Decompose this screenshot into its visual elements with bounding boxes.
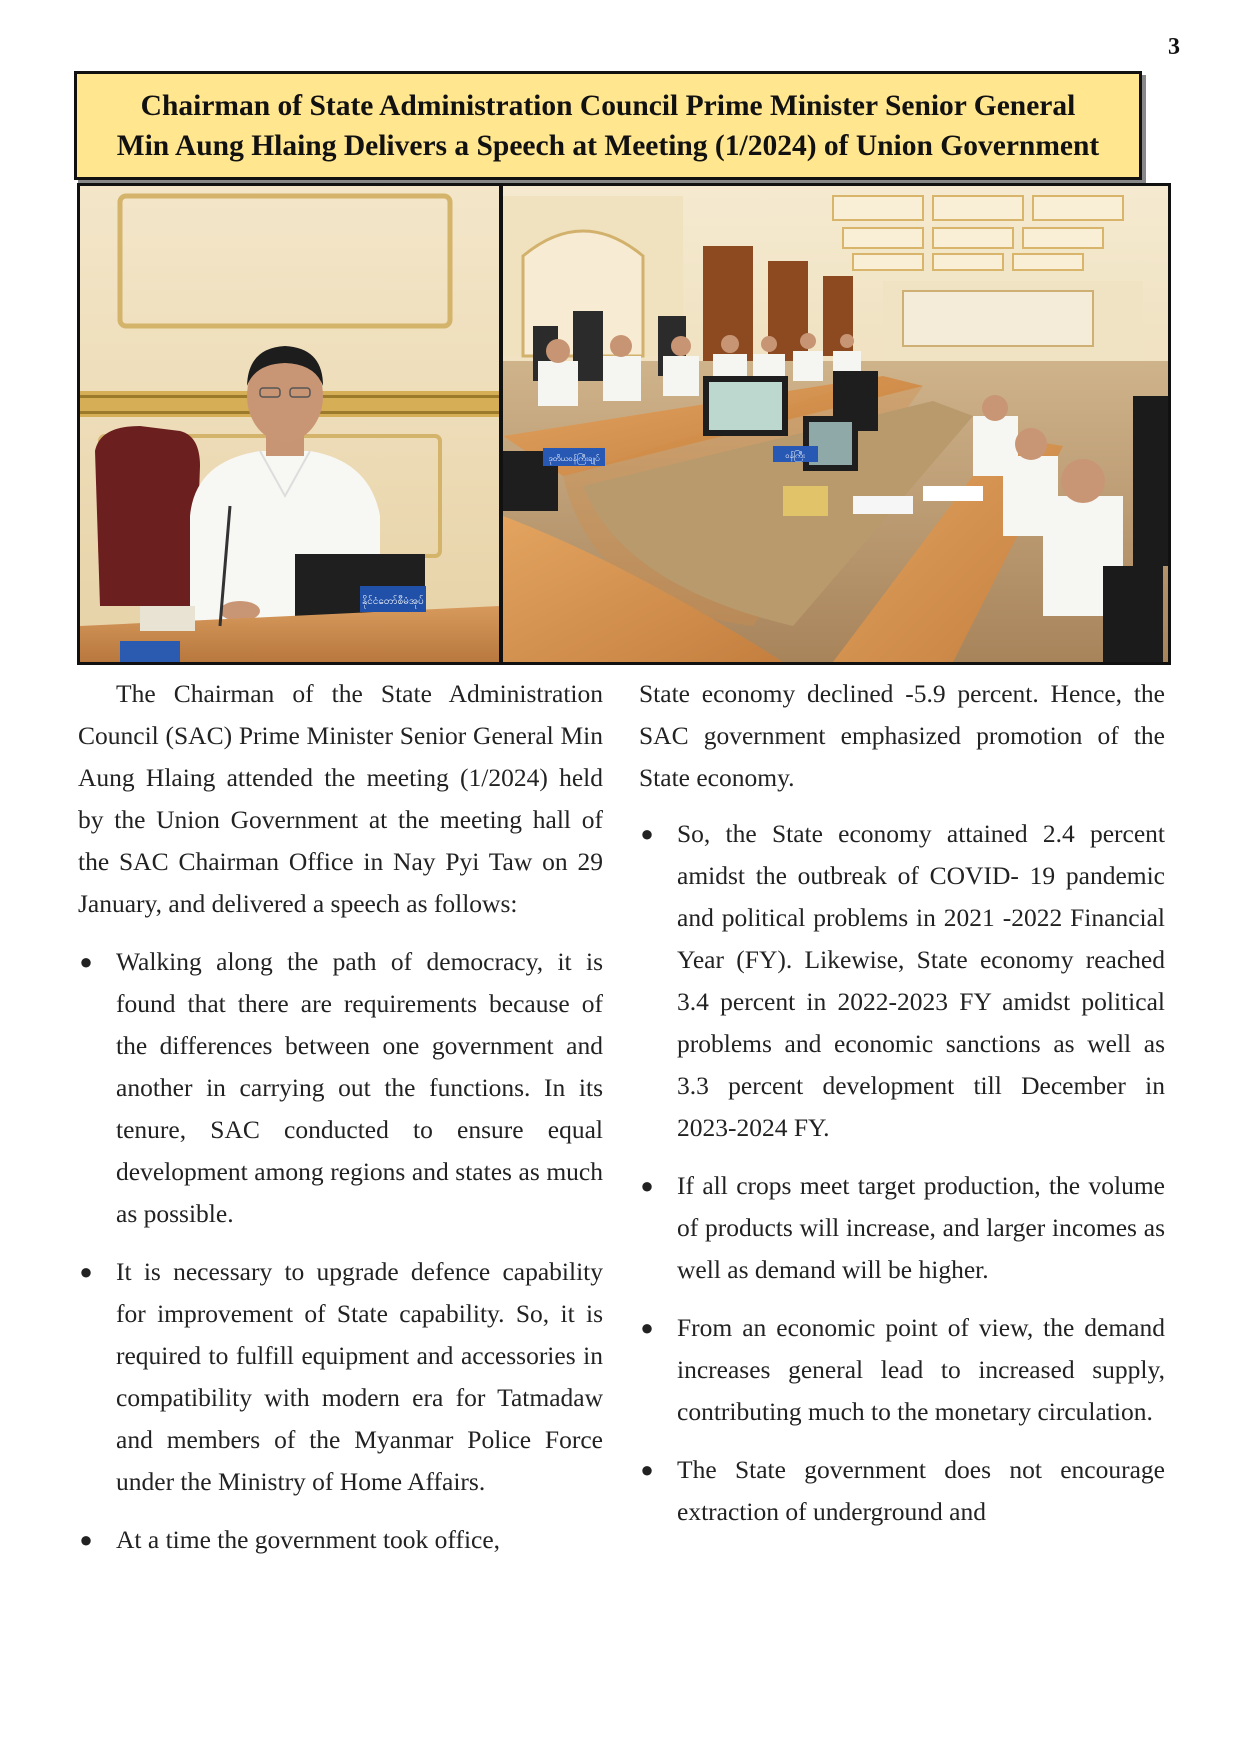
bullet-text: If all crops meet target production, the volume of products will increase, and larger incomes as well as demand will be higher. bbox=[677, 1171, 1165, 1284]
article-column-left bbox=[78, 673, 603, 1561]
article-intro: The Chairman of the State Administration Council (SAC) Prime Minister Senior General Min Aung Hlaing attended the meeting (1/2024) held by the Union Government at the meeting hall of the SAC Chairman Office in Nay Pyi Taw on 29 January, and delivered a speech as follows: bbox=[78, 679, 603, 918]
article-column-right bbox=[639, 673, 1165, 1533]
headline-line-2: Min Aung Hlaing Delivers a Speech at Meeting (1/2024) of Union Government bbox=[116, 129, 1100, 162]
bullet-icon: ● bbox=[640, 1173, 654, 1198]
left-nameplate-text: နိုင်ငံတော်စီမံအုပ် bbox=[362, 596, 424, 607]
bullet-icon: ● bbox=[640, 821, 654, 846]
list-item bbox=[639, 1307, 1165, 1433]
right-bullet-list bbox=[639, 813, 1165, 1533]
list-item bbox=[78, 941, 603, 1235]
photo-meeting-hall bbox=[503, 186, 1168, 662]
list-item bbox=[78, 1251, 603, 1503]
bullet-text: At a time the government took office, bbox=[116, 1525, 501, 1554]
page-number: 3 bbox=[1168, 34, 1180, 60]
bullet-icon: ● bbox=[640, 1315, 654, 1340]
photo-senior-general bbox=[80, 186, 499, 662]
bullet-text: So, the State economy attained 2.4 percent amidst the outbreak of COVID- 19 pandemic and political problems in 2021 -2022 Financial Year (FY). Likewise, State economy reached 3.4 percent in 2022-2023 FY amidst political problems and economic sanctions as well as 3.3 percent development till December in 2023-2024 FY. bbox=[677, 819, 1165, 1142]
bullet-icon: ● bbox=[79, 1527, 93, 1552]
bullet-text: Walking along the path of democracy, it is found that there are requirements because of the differences between one government and another in carrying out the functions. In its tenure, SAC conducted to ensure equal development among regions and states as much as possible. bbox=[116, 947, 603, 1228]
bullet-icon: ● bbox=[640, 1457, 654, 1482]
photo-frame bbox=[77, 183, 1171, 665]
left-bullet-list bbox=[78, 941, 603, 1561]
bullet-icon: ● bbox=[79, 1259, 93, 1284]
list-item bbox=[639, 1165, 1165, 1291]
headline-box bbox=[74, 71, 1142, 180]
headline-line-1: Chairman of State Administration Council Prime Minister Senior General bbox=[140, 89, 1076, 122]
list-item bbox=[639, 813, 1165, 1149]
article-continuation: State economy declined -5.9 percent. Hence, the SAC government emphasized promotion of the State economy. bbox=[639, 679, 1165, 792]
right-nameplate-2-text: ဝန်ကြီး bbox=[785, 451, 805, 460]
bullet-text: The State government does not encourage extraction of underground and bbox=[677, 1455, 1165, 1526]
right-nameplate-1-text: ဒုတိယဝန်ကြီးချုပ် bbox=[548, 454, 600, 463]
bullet-text: It is necessary to upgrade defence capability for improvement of State capability. So, it is required to fulfill equipment and accessories in compatibility with modern era for Tatmadaw and members of the Myanmar Police Force under the Ministry of Home Affairs. bbox=[116, 1257, 603, 1496]
bullet-text: From an economic point of view, the demand increases general lead to increased supply, contributing much to the monetary circulation. bbox=[677, 1313, 1165, 1426]
list-item bbox=[639, 1449, 1165, 1533]
bullet-icon: ● bbox=[79, 949, 93, 974]
list-item bbox=[78, 1519, 603, 1561]
